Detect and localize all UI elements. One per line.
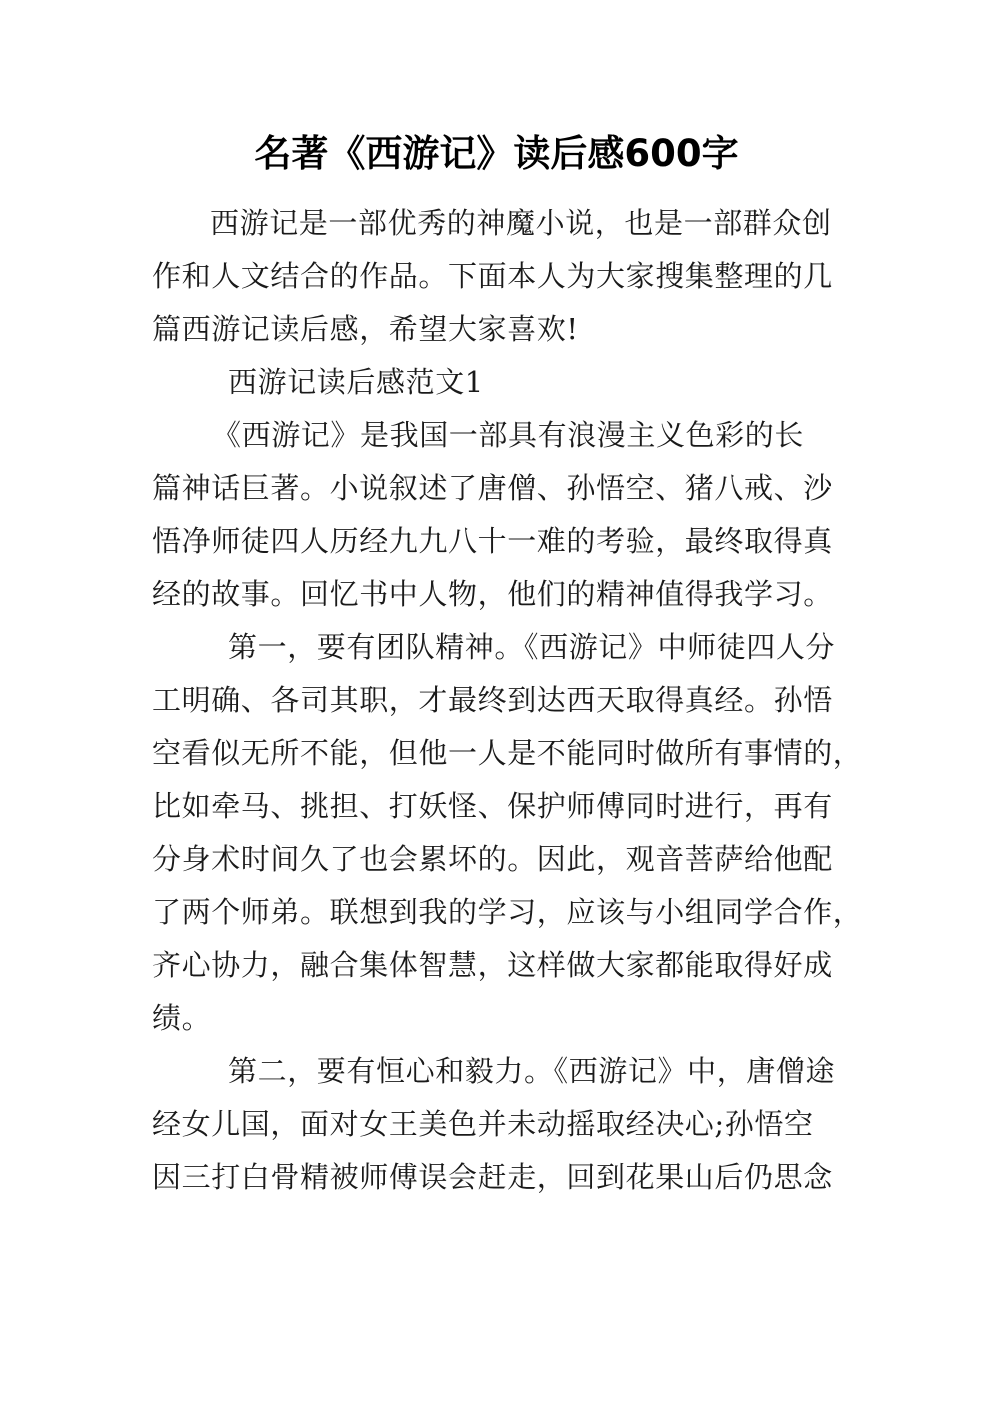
paragraph-2-line-2: 工明确、各司其职，才最终到达西天取得真经。孙悟 bbox=[152, 683, 833, 717]
paragraph-2-line-4: 比如牵马、挑担、打妖怪、保护师傅同时进行，再有 bbox=[152, 789, 833, 823]
paragraph-1-line-2: 篇神话巨著。小说叙述了唐僧、孙悟空、猪八戒、沙 bbox=[152, 471, 833, 505]
document-title: 名著《西游记》读后感600字 bbox=[254, 132, 739, 175]
paragraph-intro-line-3: 篇西游记读后感，希望大家喜欢! bbox=[152, 312, 579, 346]
paragraph-1-line-1: 《西游记》是我国一部具有浪漫主义色彩的长 bbox=[212, 418, 805, 452]
paragraph-2-line-5: 分身术时间久了也会累坏的。因此，观音菩萨给他配 bbox=[152, 842, 833, 876]
paragraph-intro-line-1: 西游记是一部优秀的神魔小说，也是一部群众创 bbox=[210, 206, 832, 240]
paragraph-2-line-8: 绩。 bbox=[152, 1001, 212, 1035]
paragraph-2-line-1: 第一，要有团队精神。《西游记》中师徒四人分 bbox=[228, 630, 836, 664]
paragraph-2-line-3: 空看似无所不能，但他一人是不能同时做所有事情的， bbox=[152, 736, 863, 770]
paragraph-3-line-1: 第二，要有恒心和毅力。《西游记》中，唐僧途 bbox=[228, 1054, 836, 1088]
paragraph-3-line-2: 经女儿国，面对女王美色并未动摇取经决心;孙悟空 bbox=[152, 1107, 814, 1141]
section-subheading: 西游记读后感范文1 bbox=[228, 365, 484, 399]
paragraph-intro-line-2: 作和人文结合的作品。下面本人为大家搜集整理的几 bbox=[152, 259, 833, 293]
paragraph-1-line-4: 经的故事。回忆书中人物，他们的精神值得我学习。 bbox=[152, 577, 833, 611]
paragraph-1-line-3: 悟净师徒四人历经九九八十一难的考验，最终取得真 bbox=[152, 524, 833, 558]
paragraph-3-line-3: 因三打白骨精被师傅误会赶走，回到花果山后仍思念 bbox=[152, 1160, 833, 1194]
paragraph-2-line-6: 了两个师弟。联想到我的学习，应该与小组同学合作， bbox=[152, 895, 863, 929]
paragraph-2-line-7: 齐心协力，融合集体智慧，这样做大家都能取得好成 bbox=[152, 948, 833, 982]
